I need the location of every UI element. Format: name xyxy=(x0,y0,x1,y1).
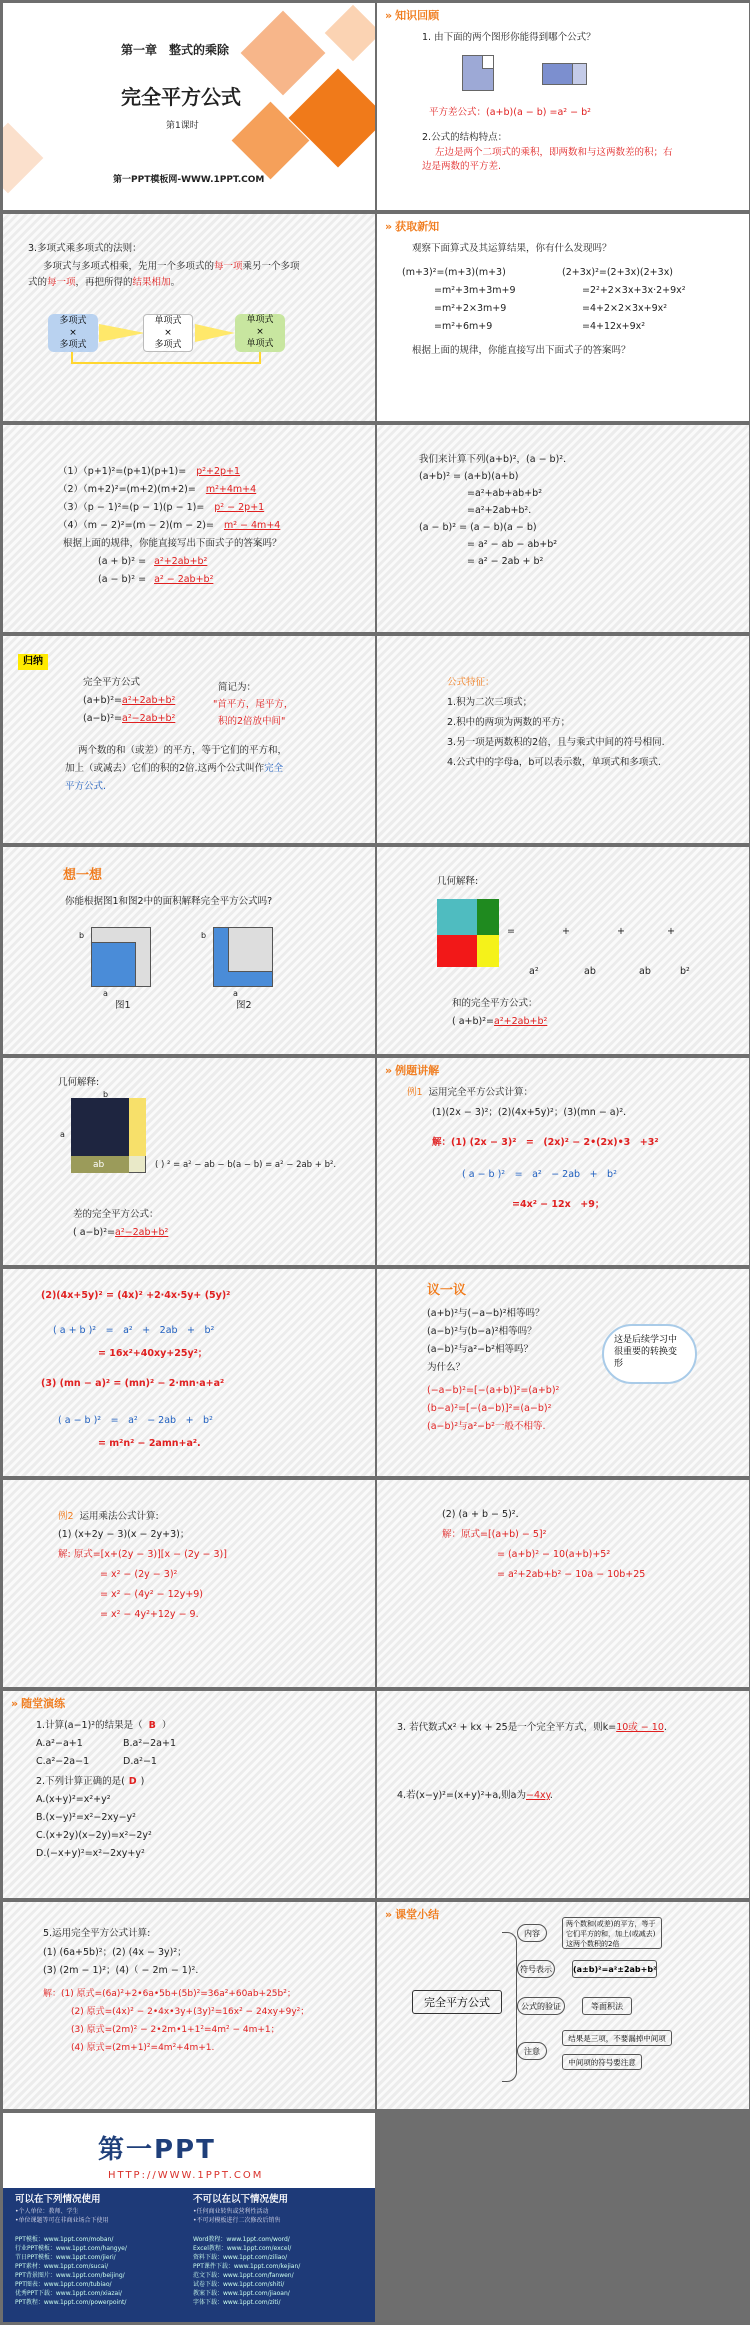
q-text: 1.计算(a−1)²的结果是（ xyxy=(36,1720,143,1731)
exercise-title: 5.运用完全平方公式计算: xyxy=(43,1928,151,1939)
discuss-r3: (a−b)²与a²−b²一般不相等. xyxy=(427,1421,546,1432)
sq-inner xyxy=(71,1098,129,1156)
deny-title: 不可以在以下情况使用 xyxy=(193,2194,289,2205)
discuss-r1: (−a−b)²=[−(a+b)]²=(a+b)² xyxy=(427,1385,560,1396)
footer-link[interactable]: PPT模板：www.1ppt.com/moban/ xyxy=(15,2236,114,2243)
q1-option-b: B.a²−2a+1 xyxy=(123,1738,176,1749)
mnemonic-label: 简记为： xyxy=(218,682,257,693)
rule-question: 根据上面的规律，你能直接写出下面式子的答案吗？ xyxy=(412,345,631,356)
example-question: (2) (a + b − 5)²． xyxy=(442,1509,526,1520)
footer-link[interactable]: 教案下载：www.1ppt.com/jiaoan/ xyxy=(193,2290,290,2297)
detail-text: 等面积法 xyxy=(591,2002,623,2011)
feature-4: 4.公式中的字母a，b可以表示数，单项式和多项式. xyxy=(447,757,661,768)
q2-option-b: B.(x−y)²=x²−2xy−y² xyxy=(36,1812,136,1823)
formula-name: 平方差公式： xyxy=(429,107,487,118)
lesson-label: 第1课时 xyxy=(166,121,199,131)
sum-square xyxy=(98,555,207,569)
allow-2: •单位课题等可在非商业场合下使用 xyxy=(15,2217,109,2224)
q-answer: D xyxy=(128,1776,137,1787)
observe-question: 观察下面算式及其运算结果，你有什么发现吗？ xyxy=(412,243,612,254)
f-right: a²+2ab+b² xyxy=(494,1016,548,1027)
calc-left-1: =m²+3m+3m+9 xyxy=(434,285,516,296)
row-a: m² − 4m+4 xyxy=(223,520,281,531)
fig1-label-a: a xyxy=(103,989,108,998)
slide-9-think[interactable] xyxy=(3,847,375,1054)
term-a2: a² xyxy=(529,966,539,977)
branch-text: 公式的验证 xyxy=(521,2002,561,2011)
ex3-template: ( a − b )² = a² − 2ab + b² xyxy=(58,1415,213,1426)
main-title: 完全平方公式 xyxy=(121,85,241,109)
q1-option-a: A.a²−a+1 xyxy=(36,1738,83,1749)
section-header: » 获取新知 xyxy=(385,218,439,234)
box-text: × xyxy=(164,328,172,338)
example-title: 运用乘法公式计算: xyxy=(79,1511,159,1522)
slide-18-exercise2[interactable] xyxy=(377,1691,749,1898)
row-q: （4）（m − 2)²=(m − 2)(m − 2)= xyxy=(58,520,214,531)
caption-2: 图2 xyxy=(236,1000,252,1011)
sol-line-4: = x² − 4y²+12y − 9. xyxy=(100,1609,199,1620)
figure-2-part xyxy=(228,927,273,972)
decor-tile xyxy=(241,11,326,96)
ex2-result: = 16x²+40xy+25y²； xyxy=(98,1348,208,1359)
f-right: a²+2ab+b² xyxy=(122,695,176,706)
slide-10-geo-sum[interactable] xyxy=(377,847,749,1054)
slide-8-features[interactable] xyxy=(377,636,749,843)
exercise-q3 xyxy=(397,1721,667,1735)
def-text: 加上（或减去）它们的积的2倍.这两个公式叫作 xyxy=(65,763,265,774)
row-q: （3）（p − 1)²=(p − 1)(p − 1)= xyxy=(58,502,205,513)
sq-ab-top xyxy=(477,899,499,935)
box-text: × xyxy=(256,327,264,337)
slide-16-example2b[interactable] xyxy=(377,1480,749,1687)
label-ab: ab xyxy=(93,1160,105,1170)
footer-link[interactable]: 优秀PPT下载：www.1ppt.com/xiazai/ xyxy=(15,2290,122,2297)
decor-tile xyxy=(325,5,375,62)
figure-left-cut xyxy=(482,55,494,69)
sol-line-1: 解：原式=[(a+b) − 5]² xyxy=(442,1529,547,1540)
f-left: ( a+b)²= xyxy=(452,1016,495,1027)
box-text: 单项式 xyxy=(246,339,274,349)
root-text: 完全平方公式 xyxy=(424,1996,490,2009)
f-left: (a+b)²= xyxy=(83,695,122,706)
rule-title: 3.多项式乘多项式的法则： xyxy=(28,243,142,254)
derive-line-5: = a² − ab − ab+b² xyxy=(467,539,558,550)
detail-text: (a±b)²=a²±2ab+b² xyxy=(573,1965,657,1974)
footer-link[interactable]: Excel教程：www.1ppt.com/excel/ xyxy=(193,2245,292,2252)
slide-13-example-cont[interactable] xyxy=(3,1269,375,1476)
links-right xyxy=(193,2235,300,2307)
rule-emphasis: 每一项 xyxy=(214,261,243,272)
def-term: 完全 xyxy=(264,763,284,774)
sum-formula xyxy=(452,1015,547,1029)
ex3-result: = m²n² − 2amn+a². xyxy=(98,1438,201,1449)
exercise-q-2: (3) (2m − 1)²；(4)（ − 2m − 1)²． xyxy=(43,1965,205,1976)
cloud-callout xyxy=(602,1324,697,1384)
feature-2: 2.积中的两项为两数的平方； xyxy=(447,717,571,728)
box-text: 单项式 xyxy=(246,315,274,325)
discuss-q2: (a−b)²与(b−a)²相等吗？ xyxy=(427,1326,537,1337)
figure-right-part xyxy=(572,63,587,85)
rule-question: 根据上面的规律，你能直接写出下面式子的答案吗？ xyxy=(63,538,282,549)
q2-option-d: D.(−x+y)²=x²−2xy+y² xyxy=(36,1848,145,1859)
calc-left-2: =m²+2×3m+9 xyxy=(434,303,507,314)
sol-line-3: = a²+2ab+b² − 10a − 10b+25 xyxy=(497,1569,646,1580)
definition-1: 两个数的和（或差）的平方，等于它们的平方和， xyxy=(78,745,288,756)
feature-1: 1.积为二次三项式； xyxy=(447,697,533,708)
derive-line-4: (a − b)² = (a − b)(a − b) xyxy=(419,522,537,533)
decor-tile xyxy=(289,69,375,168)
formula-text: (a+b)(a − b) =a² − b² xyxy=(486,107,591,118)
rule-emphasis: 每一项 xyxy=(47,277,76,288)
footer-link[interactable]: 节日PPT模板：www.1ppt.com/jieri/ xyxy=(15,2254,116,2261)
ex2-template: ( a + b )² = a² + 2ab + b² xyxy=(53,1325,215,1336)
term-b2: b² xyxy=(680,966,690,977)
f-left: (a−b)²= xyxy=(83,713,122,724)
q-answer: −4xy xyxy=(526,1790,550,1801)
solution-1: 解：(1) 原式=(6a)²+2•6a•5b+(5b)²=36a²+60ab+25b²； xyxy=(43,1989,296,1999)
deny-1: •任何商业转售或营利性活动 xyxy=(193,2208,269,2215)
slide-4-new[interactable] xyxy=(377,214,749,421)
plus-3: + xyxy=(667,926,675,937)
footer-url: HTTP://WWW.1PPT.COM xyxy=(108,2170,264,2181)
exercise-q4 xyxy=(397,1789,553,1803)
detail-text: 中间项的符号要注意 xyxy=(568,2058,636,2067)
answer-2b: 边是两数的平方差. xyxy=(422,161,502,172)
deny-2: •不可对模板进行二次修改后销售 xyxy=(193,2217,281,2224)
example-tag: 例1 xyxy=(407,1087,423,1098)
figure-1-part xyxy=(91,942,136,987)
footer-link[interactable]: 行业PPT模板：www.1ppt.com/hangye/ xyxy=(15,2245,127,2252)
discuss-q1: (a+b)²与(−a−b)²相等吗？ xyxy=(427,1308,545,1319)
formula-title: 完全平方公式 xyxy=(83,677,141,688)
footer-link[interactable]: PPT图表：www.1ppt.com/tubiao/ xyxy=(15,2281,112,2288)
sum-a: a²+2ab+b² xyxy=(154,556,208,567)
row-q: （2）（m+2)²=(m+2)(m+2)= xyxy=(58,484,196,495)
branch-symbol-detail xyxy=(572,1960,657,1978)
branch-text: 符号表示 xyxy=(520,1965,552,1974)
summary-tag xyxy=(18,654,48,670)
rule-line-2 xyxy=(28,276,180,290)
footer-link[interactable]: 字体下载：www.1ppt.com/ziti/ xyxy=(193,2299,281,2306)
section-header: » 随堂演练 xyxy=(11,1695,65,1711)
feature-3: 3.另一项是两数积的2倍，且与乘式中间的符号相同. xyxy=(447,737,665,748)
result-line: =4x² − 12x +9； xyxy=(512,1199,605,1210)
branch-note xyxy=(517,2042,547,2060)
mnemonic-line-1: "首平方，尾平方， xyxy=(213,699,294,710)
f-left: ( a−b)²= xyxy=(73,1227,116,1238)
q-end: ） xyxy=(161,1720,172,1731)
template-line: ( a − b )² = a² − 2ab + b² xyxy=(462,1169,617,1180)
features-header: 公式特征： xyxy=(447,677,495,688)
slide-1-title[interactable] xyxy=(3,3,375,210)
site-label: 第一PPT模板网-WWW.1PPT.COM xyxy=(113,175,265,185)
flow-return-line xyxy=(71,352,261,364)
question-2: 2.公式的结构特点： xyxy=(422,132,508,143)
sol-line-2: = x² − (2y − 3)² xyxy=(100,1569,178,1580)
slide-11-geo-diff[interactable] xyxy=(3,1058,375,1265)
calc-right-0: (2+3x)²=(2+3x)(2+3x) xyxy=(562,267,674,278)
eq-sign: = xyxy=(507,926,515,937)
f-right: a²−2ab+b² xyxy=(122,713,176,724)
sq-a2 xyxy=(437,899,477,935)
slide-20-summary[interactable] xyxy=(377,1902,749,2109)
formula-diff xyxy=(83,712,175,726)
tag-text: 归纳 xyxy=(23,656,43,667)
rule-line-1 xyxy=(43,260,300,274)
practice-row-2 xyxy=(58,483,256,497)
box-text: 多项式 xyxy=(59,316,87,326)
q-text: 4.若(x−y)²=(x+y)²+a,则a为 xyxy=(397,1790,526,1801)
example-line xyxy=(407,1086,533,1100)
branch-text: 注意 xyxy=(524,2047,540,2056)
practice-row-1 xyxy=(58,465,240,479)
example-line xyxy=(58,1510,159,1524)
solution-4: (4) 原式=(2m+1)²=4m²+4m+1. xyxy=(71,2043,215,2053)
discuss-title: 议一议 xyxy=(427,1283,467,1298)
example-tag: 例2 xyxy=(58,1511,74,1522)
footer-link[interactable]: PPT背景图片：www.1ppt.com/beijing/ xyxy=(15,2272,125,2279)
footer-link[interactable]: PPT素材：www.1ppt.com/sucai/ xyxy=(15,2263,109,2270)
formula-sum xyxy=(83,694,175,708)
flow-box-3 xyxy=(235,314,285,352)
section-header: » 知识回顾 xyxy=(385,7,439,23)
diff-q: (a − b)² = xyxy=(98,574,147,585)
diff-formula-title: 差的完全平方公式： xyxy=(73,1209,159,1220)
q-end: . xyxy=(549,1790,553,1801)
term-ab-2: ab xyxy=(639,966,651,977)
footer-logo: 第一PPT xyxy=(98,2135,216,2165)
q2-option-c: C.(x+2y)(x−2y)=x²−2y² xyxy=(36,1830,152,1841)
solution-line-1: 解：(1) (2x − 3)² = (2x)² − 2•(2x)•3 +3² xyxy=(432,1137,659,1148)
chapter-title: 第一章 整式的乘除 xyxy=(121,43,230,57)
calc-left-0: (m+3)²=(m+3)(m+3) xyxy=(402,267,506,278)
allow-title: 可以在下列情况使用 xyxy=(15,2194,101,2205)
diff-formula xyxy=(73,1226,168,1240)
slide-2-review[interactable] xyxy=(377,3,749,210)
caption-1: 图1 xyxy=(115,1000,131,1011)
exercise-q-1: (1) (6a+5b)²；(2) (4x − 3y)²； xyxy=(43,1947,187,1958)
sq-b xyxy=(129,1098,146,1156)
sol-line-1: 解: 原式=[x+(2y − 3)][x − (2y − 3)] xyxy=(58,1549,227,1560)
branch-content xyxy=(517,1924,547,1942)
exercise-q2 xyxy=(36,1775,144,1789)
practice-row-3 xyxy=(58,501,264,515)
sq-b2 xyxy=(477,935,499,967)
discuss-r2: (b−a)²=[−(a−b)]²=(a−b)² xyxy=(427,1403,552,1414)
sol-line-2: = (a+b)² − 10(a+b)+5² xyxy=(497,1549,611,1560)
plus-1: + xyxy=(562,926,570,937)
slide-14-discuss[interactable] xyxy=(377,1269,749,1476)
row-a: m²+4m+4 xyxy=(205,484,257,495)
rule-text: 。 xyxy=(170,277,181,288)
sum-formula-title: 和的完全平方公式： xyxy=(452,998,538,1009)
rule-text: ，再把所得的 xyxy=(75,277,133,288)
slide-21-footer[interactable] xyxy=(3,2113,375,2322)
derive-line-6: = a² − 2ab + b² xyxy=(467,556,544,567)
mindmap-connector xyxy=(502,1932,517,2082)
discuss-q4: 为什么？ xyxy=(427,1362,466,1373)
q-answer: 10或 − 10 xyxy=(616,1722,664,1733)
flow-box-1 xyxy=(48,314,98,352)
links-left xyxy=(15,2235,127,2307)
detail-text: 两个数和(或差)的平方，等于它们平方的和，加上(或减去)这两个数积的2倍 xyxy=(566,1920,656,1948)
box-text: 单项式 xyxy=(154,316,182,326)
q-end: ) xyxy=(140,1776,145,1787)
q-answer: B xyxy=(148,1720,156,1731)
derive-line-3: =a²+2ab+b²． xyxy=(467,505,538,516)
example-question: (1) (x+2y − 3)(x − 2y+3)； xyxy=(58,1529,190,1540)
slide-7-summary[interactable] xyxy=(3,636,375,843)
q-text: 2.下列计算正确的是( xyxy=(36,1776,125,1787)
think-title: 想一想 xyxy=(63,868,103,883)
derive-line-0: 我们来计算下列(a+b)²，(a − b)²． xyxy=(419,454,573,465)
branch-verify-detail xyxy=(582,1997,632,2015)
footer-link[interactable]: 范文下载：www.1ppt.com/fanwen/ xyxy=(193,2272,294,2279)
example-question: (1)(2x − 3)²；(2)(4x+5y)²；(3)(mn − a)²． xyxy=(432,1107,633,1118)
footer-link[interactable]: PPT教程：www.1ppt.com/powerpoint/ xyxy=(15,2299,127,2306)
geo-title: 几何解释: xyxy=(437,876,479,887)
branch-text: 内容 xyxy=(524,1929,540,1938)
q2-option-a: A.(x+y)²=x²+y² xyxy=(36,1794,111,1805)
slide-12-example[interactable] xyxy=(377,1058,749,1265)
slide-19-exercise3[interactable] xyxy=(3,1902,375,2109)
flow-box-2 xyxy=(143,314,193,352)
allow-1: •个人单位：教师、学生 xyxy=(15,2208,79,2215)
rule-text: 式的 xyxy=(28,277,48,288)
question-1: 1. 由下面的两个图形你能得到哪个公式？ xyxy=(422,32,596,43)
definition-3: 平方公式. xyxy=(65,781,107,792)
branch-symbol xyxy=(517,1960,555,1978)
branch-note-detail-1 xyxy=(562,2030,672,2046)
calc-right-2: =4+2×2×3x+9x² xyxy=(582,303,668,314)
slide-3-rule[interactable] xyxy=(3,214,375,421)
plus-2: + xyxy=(617,926,625,937)
cloud-text: 这是后续学习中很重要的转换变形 xyxy=(614,1335,678,1369)
mindmap-root xyxy=(412,1990,502,2014)
footer-link[interactable]: 资料下载：www.1ppt.com/ziliao/ xyxy=(193,2254,288,2261)
sum-q: (a + b)² = xyxy=(98,556,147,567)
slide-17-exercise[interactable] xyxy=(3,1691,375,1898)
diff-a: a² − 2ab+b² xyxy=(154,574,214,585)
slide-6-derive[interactable] xyxy=(377,425,749,632)
row-q: （1）（p+1)²=(p+1)(p+1)= xyxy=(58,466,187,477)
label-b: b xyxy=(103,1090,109,1099)
slide-15-example2[interactable] xyxy=(3,1480,375,1687)
think-question: 你能根据图1和图2中的面积解释完全平方公式吗? xyxy=(65,896,273,907)
ex2-line-1: (2)(4x+5y)² = (4x)² +2·4x·5y+ (5y)² xyxy=(41,1290,231,1301)
derive-line-1: (a+b)² = (a+b)(a+b) xyxy=(419,471,519,482)
derive-line-2: =a²+ab+ab+b² xyxy=(467,488,543,499)
sq-ab-left xyxy=(437,935,477,967)
q-end: . xyxy=(663,1722,667,1733)
rule-text: 乘另一个多项 xyxy=(242,261,300,272)
formula-label xyxy=(429,106,591,120)
detail-text: 结果是三项，不要漏掉中间项 xyxy=(568,2034,666,2043)
calc-right-3: =4+12x+9x² xyxy=(582,321,646,332)
slide-5-practice[interactable] xyxy=(3,425,375,632)
exercise-q1 xyxy=(36,1719,171,1733)
arrow-right-icon xyxy=(195,324,235,342)
row-a: p²+2p+1 xyxy=(196,466,241,477)
diff-square xyxy=(98,573,213,587)
decor-tile xyxy=(3,123,43,194)
row-a: p² − 2p+1 xyxy=(214,502,265,513)
branch-verify xyxy=(517,1997,565,2015)
mnemonic-line-2: 积的2倍放中间" xyxy=(218,716,286,727)
q-text: 3. 若代数式x² + kx + 25是一个完全平方式，则k= xyxy=(397,1722,617,1733)
practice-row-4 xyxy=(58,519,280,533)
label-a: a xyxy=(60,1130,65,1139)
calc-left-3: =m²+6m+9 xyxy=(434,321,493,332)
geo-title: 几何解释: xyxy=(58,1077,100,1088)
calc-right-1: =2²+2×3x+3x·2+9x² xyxy=(582,285,686,296)
discuss-q3: (a−b)²与a²−b²相等吗？ xyxy=(427,1344,533,1355)
rule-text: 多项式与多项式相乘，先用一个多项式的 xyxy=(43,261,215,272)
section-header: » 课堂小结 xyxy=(385,1906,439,1922)
q1-option-c: C.a²−2a−1 xyxy=(36,1756,90,1767)
footer-link[interactable]: PPT课件下载：www.1ppt.com/kejian/ xyxy=(193,2263,301,2270)
box-text: 多项式 xyxy=(154,340,182,350)
branch-content-detail xyxy=(562,1917,662,1949)
diff-equation: ( ) ² = a² − ab − b(a − b) = a² − 2ab + b². xyxy=(155,1160,337,1170)
arrow-right-icon xyxy=(99,324,145,342)
ex3-line-1: (3) (mn − a)² = (mn)² − 2·mn·a+a² xyxy=(41,1378,225,1389)
fig1-label-b: b xyxy=(79,931,85,940)
footer-link[interactable]: 试卷下载：www.1ppt.com/shiti/ xyxy=(193,2281,285,2288)
definition-2 xyxy=(65,762,283,776)
example-title: 运用完全平方公式计算： xyxy=(428,1087,534,1098)
answer-2a: 左边是两个二项式的乘积，即两数和与这两数差的积；右 xyxy=(435,147,673,158)
fig2-label-b: b xyxy=(201,931,207,940)
branch-note-detail-2 xyxy=(562,2054,642,2070)
q1-option-d: D.a²−1 xyxy=(123,1756,157,1767)
sol-line-3: = x² − (4y² − 12y+9) xyxy=(100,1589,204,1600)
solution-3: (3) 原式=(2m)² − 2•2m•1+1²=4m² − 4m+1； xyxy=(71,2025,280,2035)
f-right: a²−2ab+b² xyxy=(115,1227,169,1238)
box-text: × xyxy=(69,328,77,338)
solution-2: (2) 原式=(4x)² − 2•4x•3y+(3y)²=16x² − 24xy+9y²； xyxy=(71,2007,310,2017)
box-text: 多项式 xyxy=(59,340,87,350)
section-header: » 例题讲解 xyxy=(385,1062,439,1078)
footer-link[interactable]: Word教程：www.1ppt.com/word/ xyxy=(193,2236,290,2243)
term-ab-1: ab xyxy=(584,966,596,977)
rule-emphasis: 结果相加 xyxy=(132,277,171,288)
fig2-label-a: a xyxy=(233,989,238,998)
